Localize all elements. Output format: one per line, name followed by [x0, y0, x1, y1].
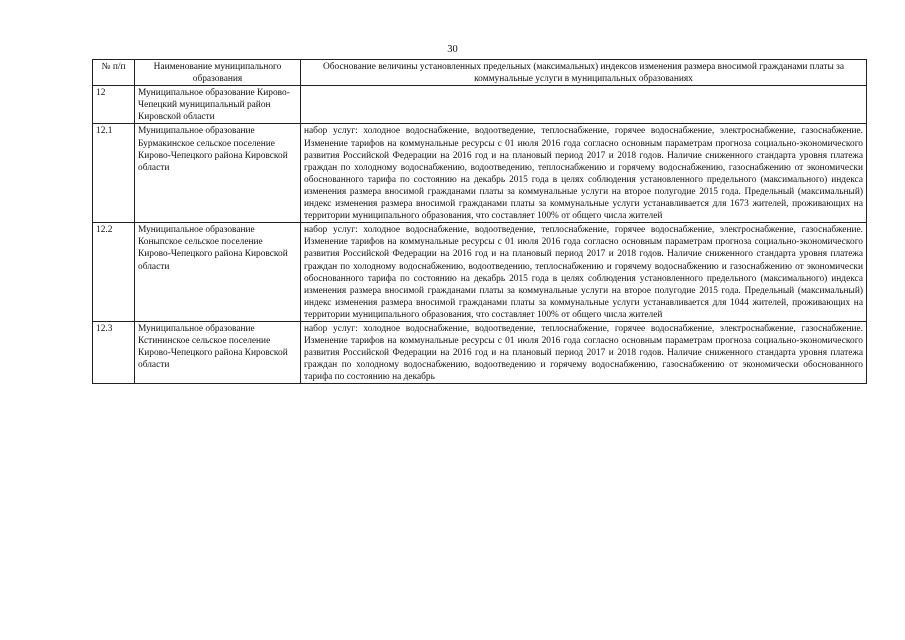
- row-name: Муниципальное образование Кстининское сельское поселение Кирово-Чепецкого района Кировской области: [135, 321, 301, 383]
- row-description: набор услуг: холодное водоснабжение, водоотведение, теплоснабжение, горячее водоснабжение, электроснабжение, газоснабжение. Изменение тарифов на коммунальные ресурсы с 01 июля 2016 года согласно основным параметрам прогноза социально-экономического развития Российской Федерации на 2016 год и на плановый период 2017 и 2018 годов. Наличие сниженного стандарта уровня платежа граждан по холодному водоснабжению, водоотведению и горячему водоснабжению, газоснабжению от экономически обоснованного тарифа по состоянию на декабрь: [301, 321, 867, 383]
- row-name: Муниципальное образование Кирово-Чепецкий муниципальный район Кировской области: [135, 86, 301, 124]
- header-name: Наименование муниципального образования: [135, 60, 301, 86]
- row-number: 12: [93, 86, 135, 124]
- row-description: набор услуг: холодное водоснабжение, водоотведение, теплоснабжение, горячее водоснабжение, электроснабжение, газоснабжение. Изменение тарифов на коммунальные ресурсы с 01 июля 2016 года согласно основным параметрам прогноза социально-экономического развития Российской Федерации на 2016 год и на плановый период 2017 и 2018 годов. Наличие сниженного стандарта уровня платежа граждан по холодному водоснабжению, водоотведению, теплоснабжению и горячему водоснабжению и газоснабжению от экономически обоснованного тарифа по состоянию на декабрь 2015 года в целях соблюдения установленного предельного (максимального) индекса изменения размера вносимой гражданами платы за коммунальные услуги на второе полугодие 2015 года. Предельный (максимальный) индекс изменения размера вносимой гражданами платы за коммунальные услуги устанавливается для 1044 жителей, проживающих на территории муниципального образования, что составляет 100% от общего числа жителей: [301, 223, 867, 322]
- table-row: [93, 223, 867, 322]
- table-row: [93, 124, 867, 223]
- page-number: 30: [447, 44, 458, 55]
- table-row: [93, 86, 867, 124]
- row-name: Муниципальное образование Коныпское сельское поселение Кирово-Чепецкого района Кировской области: [135, 223, 301, 322]
- row-name: Муниципальное образование Бурмакинское сельское поселение Кирово-Чепецкого района Кировской области: [135, 124, 301, 223]
- row-description: набор услуг: холодное водоснабжение, водоотведение, теплоснабжение, горячее водоснабжение, электроснабжение, газоснабжение. Изменение тарифов на коммунальные ресурсы с 01 июля 2016 года согласно основным параметрам прогноза социально-экономического развития Российской Федерации на 2016 год и на плановый период 2017 и 2018 годов. Наличие сниженного стандарта уровня платежа граждан по холодному водоснабжению, водоотведению, теплоснабжению и горячему водоснабжению, газоснабжению от экономически обоснованного тарифа по состоянию на декабрь 2015 года в целях соблюдения установленного предельного (максимального) индекса изменения размера вносимой гражданами платы за коммунальные услуги на второе полугодие 2015 года. Предельный (максимальный) индекс изменения размера вносимой гражданами платы за коммунальные услуги устанавливается для 1673 жителей, проживающих на территории муниципального образования, что составляет 100% от общего числа жителей: [301, 124, 867, 223]
- row-number: 12.1: [93, 124, 135, 223]
- tariff-index-table: [92, 59, 867, 384]
- row-description: [301, 86, 867, 124]
- table-row: [93, 321, 867, 383]
- row-number: 12.2: [93, 223, 135, 322]
- row-number: 12.3: [93, 321, 135, 383]
- header-number: № п/п: [93, 60, 135, 86]
- table-header-row: [93, 60, 867, 86]
- header-description: Обоснование величины установленных предельных (максимальных) индексов изменения размера вносимой гражданами платы за коммунальные услуги в муниципальных образованиях: [301, 60, 867, 86]
